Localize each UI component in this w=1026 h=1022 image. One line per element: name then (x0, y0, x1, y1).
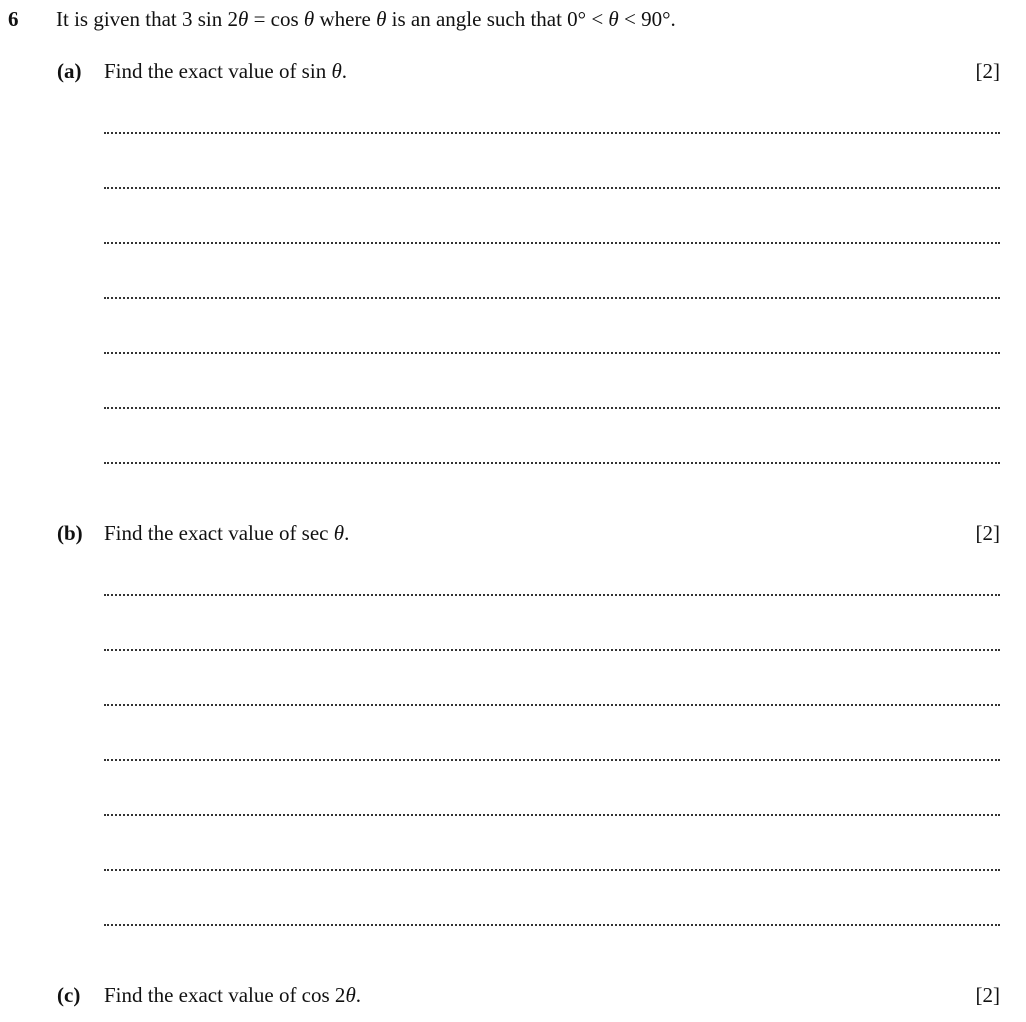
answer-line[interactable] (104, 297, 1000, 299)
part-c-text: Find the exact value of cos 2θ. (104, 983, 362, 1007)
answer-line[interactable] (104, 649, 1000, 651)
answer-line[interactable] (104, 594, 1000, 596)
answer-line[interactable] (104, 814, 1000, 816)
part-b-label: (b) (57, 521, 83, 545)
answer-line[interactable] (104, 407, 1000, 409)
answer-line[interactable] (104, 132, 1000, 134)
answer-line[interactable] (104, 759, 1000, 761)
question-stem: It is given that 3 sin 2θ = cos θ where θ is an angle such that 0° < θ < 90°. (56, 7, 676, 31)
answer-line[interactable] (104, 869, 1000, 871)
part-a-text: Find the exact value of sin θ. (104, 59, 348, 83)
question-number: 6 (8, 7, 19, 31)
answer-line[interactable] (104, 242, 1000, 244)
answer-line[interactable] (104, 352, 1000, 354)
part-b-marks: [2] (975, 521, 1000, 545)
answer-line[interactable] (104, 187, 1000, 189)
part-b-text: Find the exact value of sec θ. (104, 521, 350, 545)
answer-line[interactable] (104, 462, 1000, 464)
part-a-marks: [2] (975, 59, 1000, 83)
answer-line[interactable] (104, 704, 1000, 706)
part-a-label: (a) (57, 59, 82, 83)
answer-line[interactable] (104, 924, 1000, 926)
part-c-label: (c) (57, 983, 81, 1007)
part-c-marks: [2] (975, 983, 1000, 1007)
